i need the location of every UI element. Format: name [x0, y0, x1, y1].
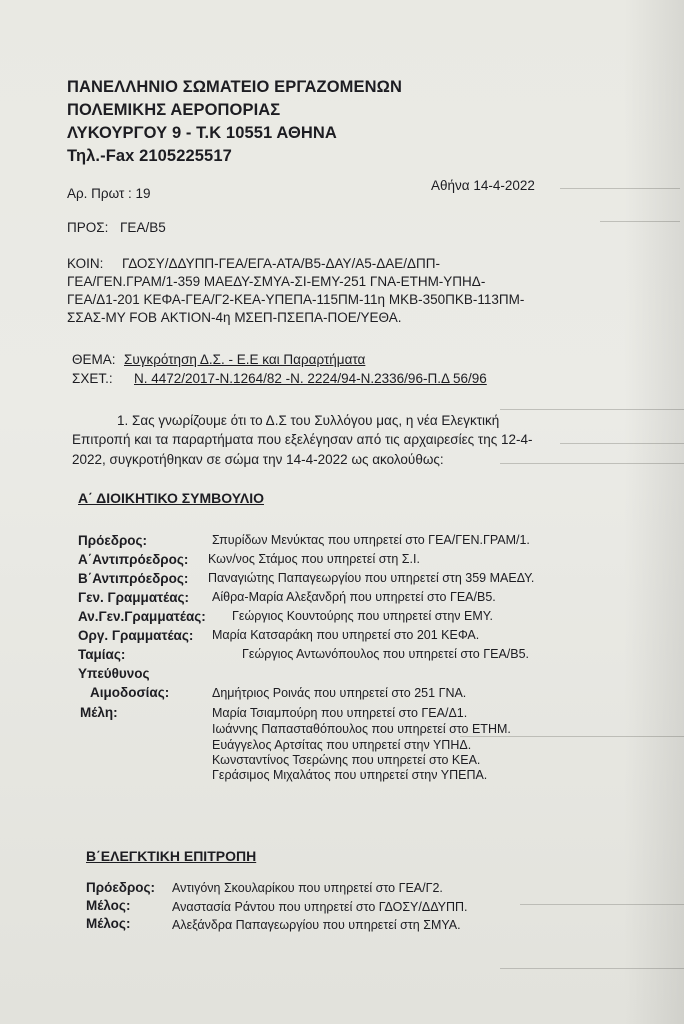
- org-phone: Τηλ.-Fax 2105225517: [67, 147, 232, 165]
- protocol-number: Αρ. Πρωτ : 19: [67, 186, 151, 201]
- role-label: Α΄Αντιπρόεδρος:: [78, 552, 189, 567]
- member-entry: Παναγιώτης Παπαγεωργίου που υπηρετεί στη 359 ΜΑΕΔΥ.: [208, 571, 535, 585]
- reference-value: Ν. 4472/2017-Ν.1264/82 -Ν. 2224/94-Ν.2336/96-Π.Δ 56/96: [134, 371, 487, 386]
- member-entry: Αίθρα-Μαρία Αλεξανδρή που υπηρετεί στο ΓΕΑ/Β5.: [212, 590, 496, 604]
- subject-value: Συγκρότηση Δ.Σ. - Ε.Ε και Παραρτήματα: [124, 352, 366, 367]
- role-label: Υπεύθυνος: [78, 666, 150, 681]
- role-label: Μέλη:: [80, 705, 118, 720]
- role-label: Μέλος:: [86, 898, 131, 913]
- koin-line: ΓΕΑ/ΓΕΝ.ΓΡΑΜ/1-359 ΜΑΕΔΥ-ΣΜΥΑ-ΣΙ-ΕΜΥ-251 ΓΝΑ-ΕΤΗΜ-ΥΠΗΔ-: [67, 274, 486, 289]
- section-a-title: Α΄ ΔΙΟΙΚΗΤΙΚΟ ΣΥΜΒΟΥΛΙΟ: [78, 490, 264, 506]
- role-label: Ταμίας:: [78, 647, 126, 662]
- role-label: Αν.Γεν.Γραμματέας:: [78, 609, 206, 624]
- subject-label: ΘΕΜΑ:: [72, 352, 116, 367]
- koin-line: ΣΣΑΣ-ΜΥ FOB ΑΚΤΙΟΝ-4η ΜΣΕΠ-ΠΣΕΠΑ-ΠΟΕ/ΥΕΘΑ.: [67, 310, 402, 325]
- role-label: Μέλος:: [86, 916, 131, 931]
- role-label: Β΄Αντιπρόεδρος:: [78, 571, 189, 586]
- role-label: Οργ. Γραμματέας:: [78, 628, 194, 643]
- koin-line: ΓΔΟΣΥ/ΔΔΥΠΠ-ΓΕΑ/ΕΓΑ-ΑΤΑ/Β5-ΔΑΥ/Α5-ΔΑΕ/ΔΠΠ-: [122, 256, 441, 271]
- member-entry: Ιωάννης Παπασταθόπουλος που υπηρετεί στο ΕΤΗΜ.: [212, 722, 511, 736]
- member-entry: Κωνσταντίνος Τσερώνης που υπηρετεί στο ΚΕΑ.: [212, 753, 481, 767]
- page-shadow: [624, 0, 684, 1024]
- member-entry: Σπυρίδων Μενύκτας που υπηρετεί στο ΓΕΑ/ΓΕΝ.ΓΡΑΜ/1.: [212, 533, 530, 547]
- member-entry: Κων/νος Στάμος που υπηρετεί στη Σ.Ι.: [208, 552, 420, 566]
- member-entry: Γεράσιμος Μιχαλάτος που υπηρετεί στην ΥΠΕΠΑ.: [212, 768, 488, 782]
- member-entry: Γεώργιος Κουντούρης που υπηρετεί στην ΕΜΥ.: [232, 609, 493, 623]
- member-entry: Ευάγγελος Αρτσίτας που υπηρετεί στην ΥΠΗΔ.: [212, 738, 472, 752]
- role-label: Πρόεδρος:: [86, 880, 156, 895]
- member-entry: Μαρία Κατσαράκη που υπηρετεί στο 201 ΚΕΦΑ.: [212, 628, 480, 642]
- to-label: ΠΡΟΣ:: [67, 220, 109, 235]
- member-entry: Αλεξάνδρα Παπαγεωργίου που υπηρετεί στη ΣΜΥΑ.: [172, 918, 461, 932]
- member-entry: Δημήτριος Ροινάς που υπηρετεί στο 251 ΓΝΑ.: [212, 686, 467, 700]
- reference-label: ΣΧΕΤ.:: [72, 371, 113, 386]
- member-entry: Αντιγόνη Σκουλαρίκου που υπηρετεί στο ΓΕΑ/Γ2.: [172, 881, 443, 895]
- body-paragraph-line: Επιτροπή και τα παραρτήματα που εξελέγησαν από τις αρχαιρεσίες της 12-4-: [72, 432, 533, 447]
- role-label: Αιμοδοσίας:: [90, 685, 170, 700]
- member-entry: Αναστασία Ράντου που υπηρετεί στο ΓΔΟΣΥ/ΔΔΥΠΠ.: [172, 900, 468, 914]
- role-label: Γεν. Γραμματέας:: [78, 590, 190, 605]
- org-name-line2: ΠΟΛΕΜΙΚΗΣ ΑΕΡΟΠΟΡΙΑΣ: [67, 101, 281, 119]
- koin-line: ΓΕΑ/Δ1-201 ΚΕΦΑ-ΓΕΑ/Γ2-ΚΕΑ-ΥΠΕΠΑ-115ΠΜ-11η ΜΚΒ-350ΠΚΒ-113ΠΜ-: [67, 292, 525, 307]
- body-paragraph-line: 1. Σας γνωρίζουμε ότι το Δ.Σ του Συλλόγου μας, η νέα Ελεγκτική: [117, 413, 500, 428]
- section-b-title: Β΄ΕΛΕΓΚΤΙΚΗ ΕΠΙΤΡΟΠΗ: [86, 848, 257, 864]
- to-value: ΓΕΑ/Β5: [120, 220, 166, 235]
- body-paragraph-line: 2022, συγκροτήθηκαν σε σώμα την 14-4-2022 ως ακολούθως:: [72, 452, 444, 467]
- document-date: Αθήνα 14-4-2022: [431, 178, 535, 193]
- role-label: Πρόεδρος:: [78, 533, 148, 548]
- member-entry: Γεώργιος Αντωνόπουλος που υπηρετεί στο ΓΕΑ/Β5.: [242, 647, 530, 661]
- org-address: ΛΥΚΟΥΡΓΟΥ 9 - Τ.Κ 10551 ΑΘΗΝΑ: [67, 124, 337, 142]
- member-entry: Μαρία Τσιαμπούρη που υπηρετεί στο ΓΕΑ/Δ1.: [212, 706, 468, 720]
- org-name-line1: ΠΑΝΕΛΛΗΝΙΟ ΣΩΜΑΤΕΙΟ ΕΡΓΑΖΟΜΕΝΩΝ: [67, 78, 402, 96]
- koin-label: ΚΟΙΝ:: [67, 256, 104, 271]
